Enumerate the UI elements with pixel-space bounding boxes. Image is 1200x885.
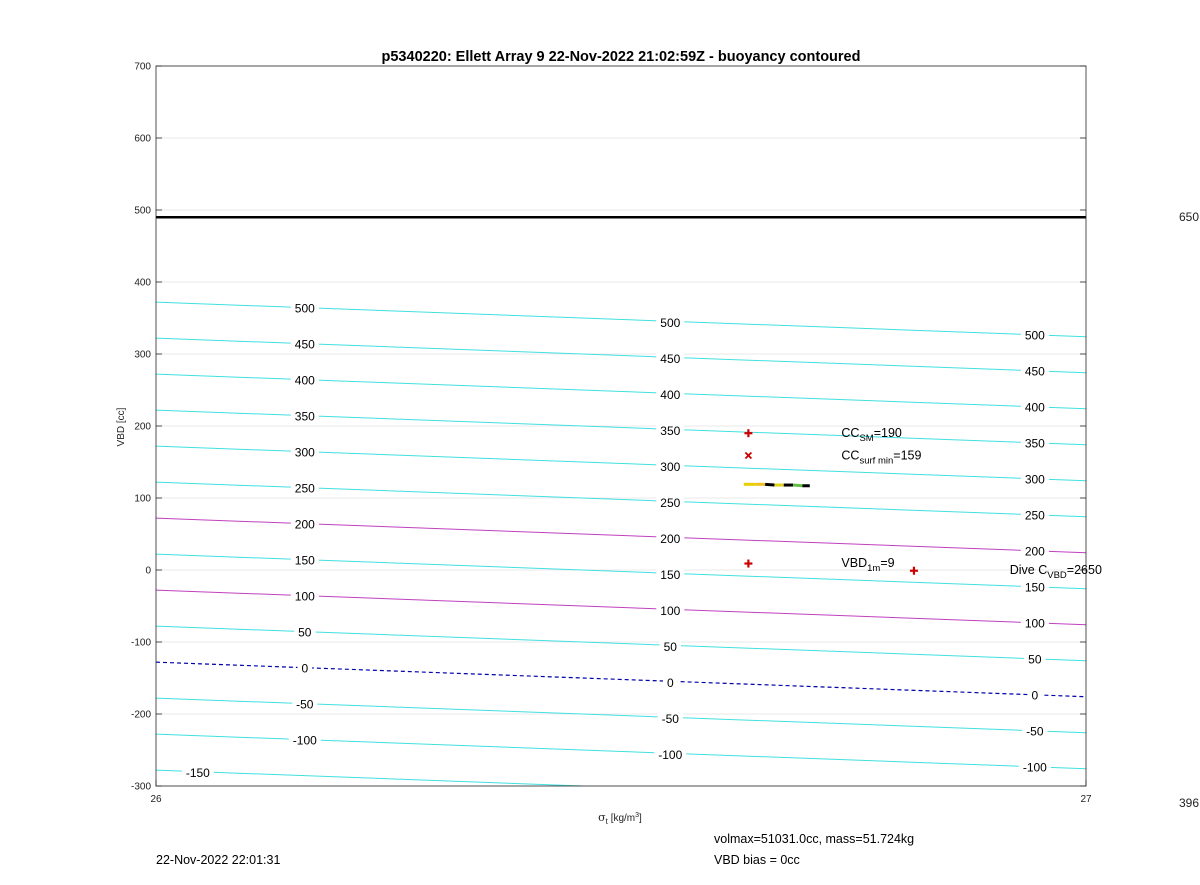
dive-track xyxy=(744,484,810,485)
contour-label: 500 xyxy=(660,316,681,331)
contour-line xyxy=(156,662,1086,697)
y-tick-label: 700 xyxy=(134,61,151,73)
contour-label: -50 xyxy=(661,712,679,727)
annotation-label: $VBD_{1m}=9$ xyxy=(841,555,895,574)
contour-label: 100 xyxy=(294,589,315,604)
dive-cvbd-marker xyxy=(910,567,918,575)
timestamp-footer: 22-Nov-2022 22:01:31 xyxy=(156,853,281,867)
right-axis-bottom-label: 396 xyxy=(1178,796,1199,810)
contour-label: 500 xyxy=(1024,328,1045,343)
chart-title: p5340220: Ellett Array 9 22-Nov-2022 21:02:59Z - buoyancy contoured xyxy=(381,49,861,65)
contour-label: 50 xyxy=(1028,652,1042,667)
contour-label: 250 xyxy=(660,496,681,511)
x-tick-label: 27 xyxy=(1080,794,1092,805)
contour-label: 200 xyxy=(1024,544,1045,559)
y-tick-label: 500 xyxy=(134,205,151,217)
y-tick-label: 200 xyxy=(134,421,151,433)
contour-label: -50 xyxy=(296,697,314,712)
contour-label: 50 xyxy=(298,625,312,640)
y-tick-label: -300 xyxy=(130,781,151,793)
contour-label: 300 xyxy=(660,460,681,475)
contour-label: -100 xyxy=(1022,760,1047,775)
contour-label: 250 xyxy=(294,481,315,496)
y-tick-label: 600 xyxy=(134,133,151,145)
contour-label: 450 xyxy=(1024,364,1045,379)
y-tick-label: -200 xyxy=(130,709,151,721)
contour-label: -150 xyxy=(185,766,210,781)
contour-label: 0 xyxy=(301,661,309,676)
contour-label: 100 xyxy=(660,604,681,619)
contour-label: 50 xyxy=(663,640,677,655)
contour-label: 100 xyxy=(1024,616,1045,631)
contour-label: 400 xyxy=(1024,400,1045,415)
contour-label: 350 xyxy=(294,409,315,424)
contour-label: 150 xyxy=(660,568,681,583)
dive-track-segment xyxy=(765,484,774,485)
y-tick-label: 400 xyxy=(134,277,151,289)
annotations xyxy=(841,426,1102,581)
contour-label: 300 xyxy=(1024,472,1045,487)
cc-sm-marker xyxy=(744,429,752,437)
y-tick-label: -100 xyxy=(130,637,151,649)
annotation-label: $CC_{SM}=190$ xyxy=(841,426,902,445)
contour-label: 0 xyxy=(666,676,674,691)
contour-line xyxy=(156,770,582,786)
contour-label: 0 xyxy=(1031,688,1039,703)
contour-label: 500 xyxy=(294,301,315,316)
annotation-label: $CC_{surf min}=159$ xyxy=(841,448,922,467)
contour-label: 300 xyxy=(294,445,315,460)
y-tick-label: 300 xyxy=(134,349,151,361)
markers xyxy=(744,429,918,575)
contour-label: 150 xyxy=(1024,580,1045,595)
x-axis-label: $\sigma_t$ $[kg/m^3]$ xyxy=(598,811,642,826)
y-tick-label: 0 xyxy=(145,565,151,577)
cc-surf-min-marker xyxy=(745,453,751,459)
contour-label: -100 xyxy=(292,733,317,748)
dive-track-segment xyxy=(793,485,802,486)
x-tick-label: 26 xyxy=(150,794,162,805)
contour-label: 350 xyxy=(1024,436,1045,451)
annotation-label: Dive $C_{VBD}=2650$ xyxy=(1009,563,1102,581)
contour-label: 450 xyxy=(294,337,315,352)
y-tick-label: 100 xyxy=(134,493,151,505)
right-axis-top-label: 650 xyxy=(1178,210,1199,224)
contour-label: 400 xyxy=(660,388,681,403)
contour-labels xyxy=(182,302,1051,780)
contour-label: 150 xyxy=(294,553,315,568)
volmax-footer: volmax=51031.0cc, mass=51.724kg xyxy=(714,832,915,846)
x-axis-ticks xyxy=(150,780,1092,805)
contour-label: 200 xyxy=(294,517,315,532)
contour-label: 200 xyxy=(660,532,681,547)
contour-label: -100 xyxy=(658,748,683,763)
contour-label: 350 xyxy=(660,424,681,439)
y-axis-label: VBD [cc] xyxy=(116,407,127,447)
contour-label: -50 xyxy=(1026,724,1044,739)
contour-label: 450 xyxy=(660,352,681,367)
vbd-1m-marker xyxy=(744,560,752,568)
contour-label: 250 xyxy=(1024,508,1045,523)
vbd-bias-footer: VBD bias = 0cc xyxy=(714,853,800,867)
grid-lines xyxy=(156,66,1086,786)
contour-label: 400 xyxy=(294,373,315,388)
